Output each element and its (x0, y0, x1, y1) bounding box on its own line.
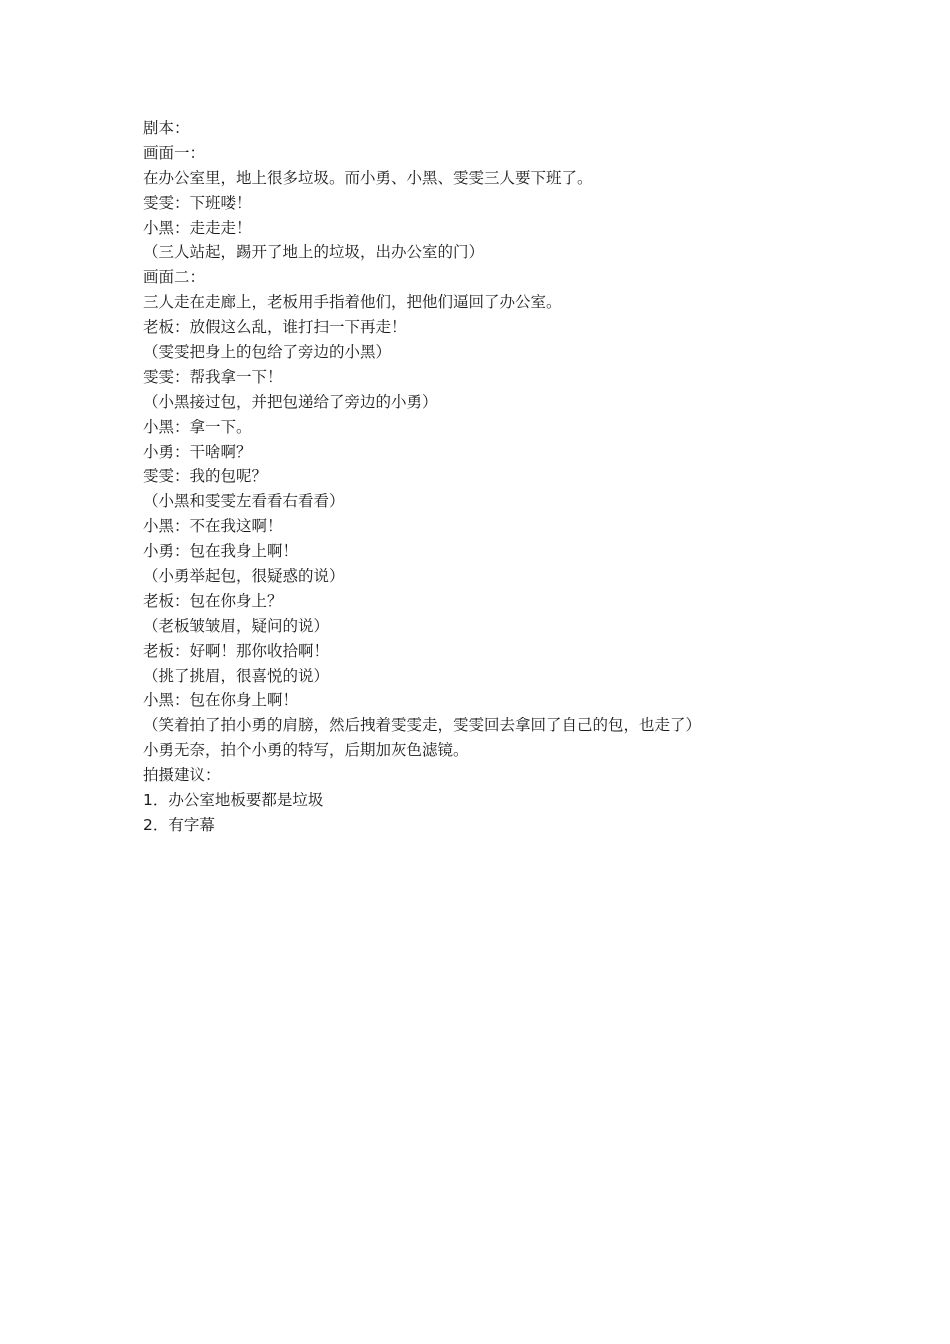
scene-two-heading: 画面二： (143, 268, 206, 287)
dialogue-line: 小黑：不在我这啊！ (143, 517, 283, 536)
dialogue-line: 小黑：拿一下。 (143, 417, 252, 436)
stage-direction: （小黑和雯雯左看看右看看） (143, 492, 345, 511)
shooting-tip-item: 2．有字幕 (143, 815, 215, 834)
dialogue-line: 小勇：包在我身上啊！ (143, 542, 299, 561)
scene-description: 三人走在走廊上，老板用手指着他们，把他们逼回了办公室。 (143, 293, 562, 312)
script-body (143, 116, 843, 838)
dialogue-line: 老板：好啊！那你收拾啊！ (143, 641, 330, 660)
stage-direction: （笑着拍了拍小勇的肩膀，然后拽着雯雯走，雯雯回去拿回了自己的包，也走了） (143, 716, 702, 735)
stage-direction: （小黑接过包，并把包递给了旁边的小勇） (143, 392, 438, 411)
scene-description: 在办公室里，地上很多垃圾。而小勇、小黑、雯雯三人要下班了。 (143, 168, 593, 187)
dialogue-line: 雯雯：帮我拿一下！ (143, 367, 283, 386)
dialogue-line: 小黑：走走走！ (143, 218, 252, 237)
scene-one-heading: 画面一： (143, 143, 206, 162)
dialogue-line: 老板：放假这么乱，谁打扫一下再走！ (143, 318, 407, 337)
shooting-tips-heading: 拍摄建议： (143, 766, 221, 785)
stage-direction: （雯雯把身上的包给了旁边的小黑） (143, 343, 392, 362)
dialogue-line: 老板：包在你身上？ (143, 591, 283, 610)
stage-direction: （老板皱皱眉，疑问的说） (143, 616, 330, 635)
stage-direction: （三人站起，踢开了地上的垃圾，出办公室的门） (143, 243, 485, 262)
dialogue-line: 雯雯：下班喽！ (143, 193, 252, 212)
dialogue-line: 雯雯：我的包呢？ (143, 467, 268, 486)
shooting-tip-item: 1．办公室地板要都是垃圾 (143, 791, 324, 810)
dialogue-line: 小黑：包在你身上啊！ (143, 691, 299, 710)
stage-direction: （挑了挑眉，很喜悦的说） (143, 666, 330, 685)
scene-description: 小勇无奈，拍个小勇的特写，后期加灰色滤镜。 (143, 741, 469, 760)
stage-direction: （小勇举起包，很疑惑的说） (143, 567, 345, 586)
dialogue-line: 小勇：干啥啊？ (143, 442, 252, 461)
heading-script: 剧本： (143, 119, 190, 137)
